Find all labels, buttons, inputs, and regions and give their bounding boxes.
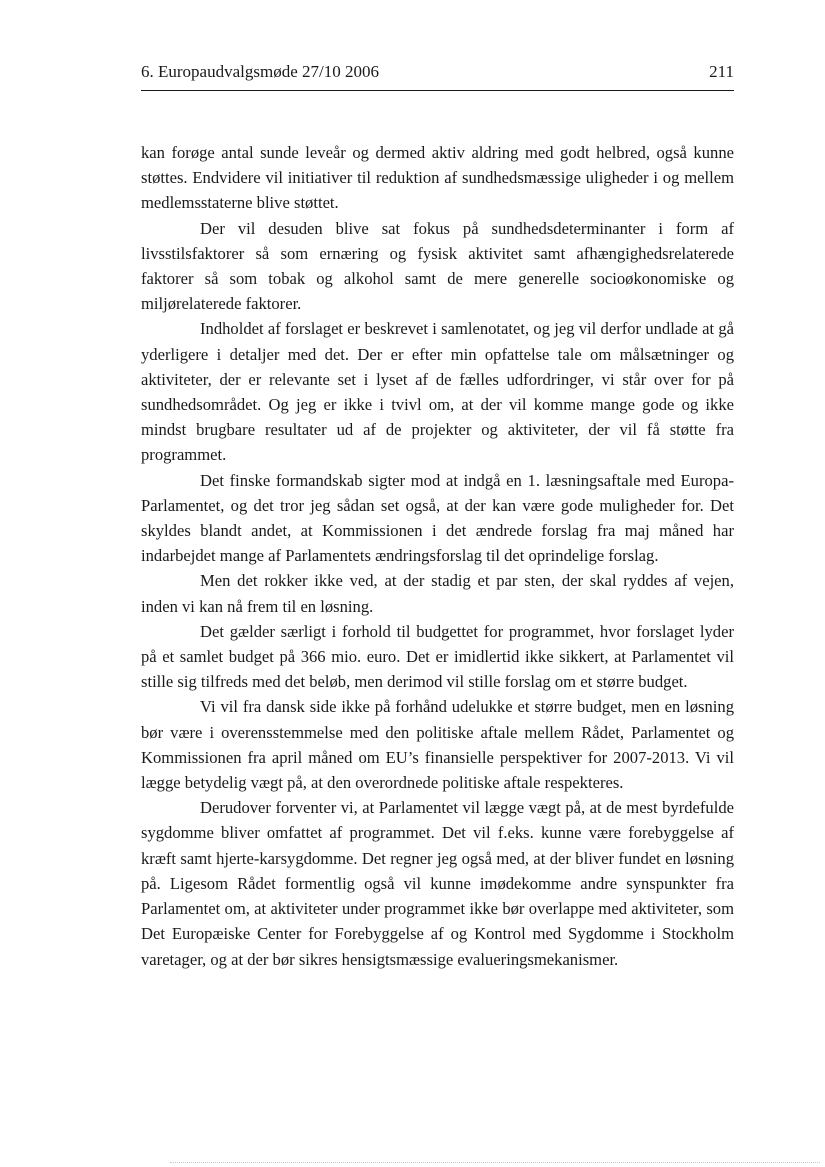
- paragraph: Vi vil fra dansk side ikke på forhånd udelukke et større budget, men en løsning bør være i overensstemmelse med den politiske aftale mellem Rådet, Parlamentet og Kommissionen fra april måned om EU’s finansielle perspektiver for 2007-2013. Vi vil lægge betydelig vægt på, at den overordnede politiske aftale respekteres.: [141, 697, 734, 793]
- paragraph: Indholdet af forslaget er beskrevet i samlenotatet, og jeg vil derfor undlade at gå yderligere i detaljer med det. Der er efter min opfattelse tale om målsætninger og aktiviteter, der er relevante set i lyset af de fælles udfordringer, vi står over for på sundhedsområdet. Og jeg er ikke i tvivl om, at der vil komme mange gode og ikke mindst brugbare resultater ud af de projekter og aktiviteter, der vil få støtte fra programmet.: [141, 319, 734, 465]
- paragraph: kan forøge antal sunde leveår og dermed aktiv aldring med godt helbred, også kunne støttes. Endvidere vil initiativer til reduktion af sundhedsmæssige uligheder i og mellem medlemsstaterne blive støttet.: [141, 143, 734, 213]
- page-number: 211: [709, 62, 734, 81]
- paragraph: Det gælder særligt i forhold til budgettet for programmet, hvor forslaget lyder på et samlet budget på 366 mio. euro. Det er imidlertid ikke sikkert, at Parlamentet vil stille sig tilfreds med det beløb, men derimod vil stille forslag om et større budget.: [141, 621, 734, 692]
- body-text: [141, 140, 734, 972]
- paragraph: Det finske formandskab sigter mod at indgå en 1. læsningsaftale med Europa-Parlamentet, og det tror jeg sådan set også, at der kan være gode muligheder for. Det skyldes blandt andet, at Kommissionen i det ændrede forslag fra maj måned har indarbejdet mange af Parlamentets ændringsforslag til det oprindelige forslag.: [141, 470, 734, 566]
- running-header: [141, 61, 734, 87]
- header-rule: [141, 90, 734, 91]
- header-title: 6. Europaudvalgsmøde 27/10 2006: [141, 62, 379, 81]
- scan-edge-line: [170, 1162, 820, 1163]
- paragraph: Men det rokker ikke ved, at der stadig et par sten, der skal ryddes af vejen, inden vi kan nå frem til en løsning.: [141, 571, 734, 616]
- paragraph: Derudover forventer vi, at Parlamentet vil lægge vægt på, at de mest byrdefulde sygdomme bliver omfattet af programmet. Det vil f.eks. kunne være forebyggelse af kræft samt hjerte-karsygdomme. Det regner jeg også med, at der bliver fundet en løsning på. Ligesom Rådet formentlig også vil kunne imødekomme andre synspunkter fra Parlamentet om, at aktiviteter under programmet ikke bør overlappe med aktiviteter, som Det Europæiske Center for Forebyggelse af og Kontrol med Sygdomme i Stockholm varetager, og at der bør sikres hensigtsmæssige evalueringsmekanismer.: [141, 798, 734, 969]
- paragraph: Der vil desuden blive sat fokus på sundhedsdeterminanter i form af livsstilsfaktorer så som ernæring og fysisk aktivitet samt afhængighedsrelaterede faktorer så som tobak og alkohol samt de mere generelle socioøkonomiske og miljørelaterede faktorer.: [141, 218, 734, 314]
